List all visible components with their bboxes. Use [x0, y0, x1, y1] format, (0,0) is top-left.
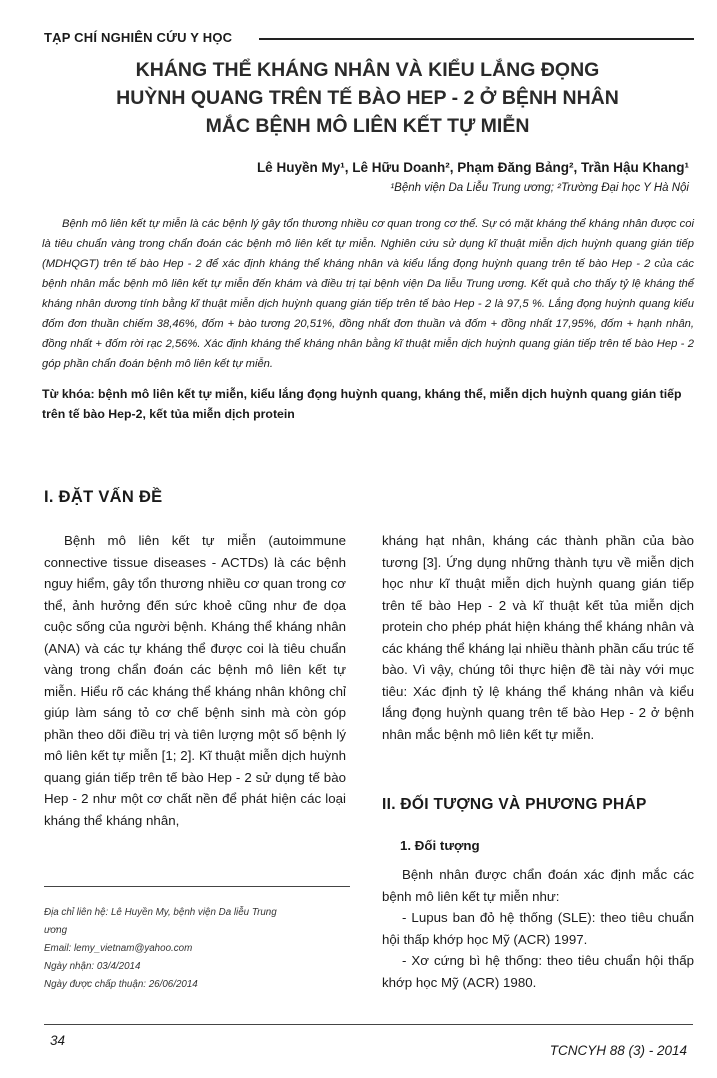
section2-body — [382, 864, 694, 993]
section2-paragraph: - Lupus ban đỏ hệ thống (SLE): theo tiêu chuẩn hội thấp khớp học Mỹ (ACR) 1997. — [382, 910, 694, 947]
journal-header — [44, 28, 694, 48]
page-number: 34 — [50, 1033, 66, 1048]
affiliations: ¹Bệnh viện Da Liễu Trung ương; ²Trường Đại học Y Hà Nội — [390, 182, 689, 194]
title-line-1: KHÁNG THỂ KHÁNG NHÂN VÀ KIỂU LẮNG ĐỌNG — [135, 59, 600, 81]
footnote-rule — [44, 886, 350, 887]
article-title — [60, 56, 675, 140]
section1-paragraph-right: kháng hạt nhân, kháng các thành phần của bào tương [3]. Ứng dụng những thành tựu về miễn dịch học như kĩ thuật miễn dịch huỳnh quang gián tiếp trên tế bào Hep - 2 và kĩ thuật kết tủa miễn dịch protein cho phép phát hiện kháng thể kháng nhân và các kháng thể kháng lại nhiều thành phần cấu trúc tế bào. Vì vậy, chúng tôi thực hiện đề tài này với mục tiêu: Xác định tỷ lệ kháng thể kháng nhân và kiểu lắng đọng huỳnh quang trên tế bào Hep - 2 ở bệnh nhân mắc bệnh mô liên kết tự miễn. — [382, 533, 694, 742]
section2-paragraph: Bệnh nhân được chẩn đoán xác định mắc các bệnh mô liên kết tự miễn như: — [382, 867, 694, 904]
title-line-3: MẮC BỆNH MÔ LIÊN KẾT TỰ MIỄN — [205, 115, 530, 137]
footnote-received: Ngày nhận: 03/4/2014 — [44, 961, 141, 972]
footnote-accepted: Ngày được chấp thuận: 26/06/2014 — [44, 979, 198, 990]
section2-subheading: 1. Đối tượng — [400, 838, 480, 853]
keywords: Từ khóa: bệnh mô liên kết tự miễn, kiểu lắng đọng huỳnh quang, kháng thể, miễn dịch huỳnh quang gián tiếp trên tế bào Hep-2, kết tủa miễn dịch protein — [42, 387, 682, 421]
footnote-address-cont: ương — [44, 925, 68, 936]
footnotes — [44, 904, 350, 994]
title-line-2: HUỲNH QUANG TRÊN TẾ BÀO HEP - 2 Ở BỆNH NHÂN — [116, 87, 619, 109]
section1-left-column — [44, 530, 346, 831]
authors: Lê Huyền My¹, Lê Hữu Doanh², Phạm Đăng Bảng², Trần Hậu Khang¹ — [256, 160, 689, 175]
footnote-address: Địa chỉ liên hệ: Lê Huyền My, bệnh viện Da liễu Trung — [44, 907, 277, 918]
journal-issue: TCNCYH 88 (3) - 2014 — [549, 1043, 687, 1058]
section1-paragraph-left: Bệnh mô liên kết tự miễn (autoimmune connective tissue diseases - ACTDs) là các bệnh nguy hiểm, gây tổn thương nhiều cơ quan trong cơ thể, ảnh hưởng đến sức khoẻ cũng như đe dọa cuộc sống của người bệnh. Kháng thể kháng nhân (ANA) và các tự kháng thể được coi là tiêu chuẩn vàng trong chẩn đoán các bệnh mô liên kết tự miễn. Hiểu rõ các kháng thể kháng nhân không chỉ giúp làm sáng tỏ cơ chế bệnh sinh mà còn góp phần theo dõi điều trị và tiên lượng một số bệnh lý mô liên kết tự miễn [1; 2]. Kĩ thuật miễn dịch huỳnh quang gián tiếp trên tế bào Hep - 2 sử dụng tế bào Hep - 2 như một cơ chất nền để phát hiện các loại kháng thể kháng nhân, — [44, 533, 346, 828]
section2-heading: II. ĐỐI TƯỢNG VÀ PHƯƠNG PHÁP — [382, 796, 647, 813]
section2-paragraph: - Xơ cứng bì hệ thống: theo tiêu chuẩn hội thấp khớp học Mỹ (ACR) 1980. — [382, 953, 694, 990]
section1-right-column — [382, 530, 694, 745]
header-rule — [259, 38, 694, 40]
journal-name: TẠP CHÍ NGHIÊN CỨU Y HỌC — [44, 30, 233, 45]
abstract: Bệnh mô liên kết tự miễn là các bệnh lý gây tổn thương nhiều cơ quan trong cơ thể. Sự có mặt kháng thể kháng nhân được coi là tiêu chuẩn vàng trong chẩn đoán các bệnh mô liên kết tự miễn. Nghiên cứu sử dụng kĩ thuật miễn dịch huỳnh quang gián tiếp (MDHQGT) trên tế bào Hep - 2 để xác định kháng thể kháng nhân và kiểu lắng đọng huỳnh quang trên tế bào Hep - 2 của các bệnh nhân mắc bệnh mô liên kết tự miễn đến khám và điều trị tại bệnh viện Da liễu Trung ương. Kết quả cho thấy tỷ lệ kháng thể kháng nhân dương tính bằng kĩ thuật miễn dịch huỳnh quang gián tiếp trên tế bào Hep - 2 là 97,5 %. Lắng đọng huỳnh quang kiểu đốm đơn thuần chiếm 38,46%, đốm + bào tương 20,51%, đồng nhất đơn thuần và đốm + đồng nhất 17,95%, đốm + hạnh nhân, đồng nhất + đốm rời rạc 2,56%. Xác định kháng thể kháng nhân bằng kĩ thuật miễn dịch huỳnh quang gián tiếp trên tế bào Hep - 2 góp phần chẩn đoán bệnh mô liên kết tự miễn. — [42, 218, 694, 370]
footer-rule — [44, 1024, 693, 1025]
section1-heading: I. ĐẶT VẤN ĐỀ — [44, 488, 163, 506]
footnote-email: Email: lemy_vietnam@yahoo.com — [44, 943, 193, 954]
